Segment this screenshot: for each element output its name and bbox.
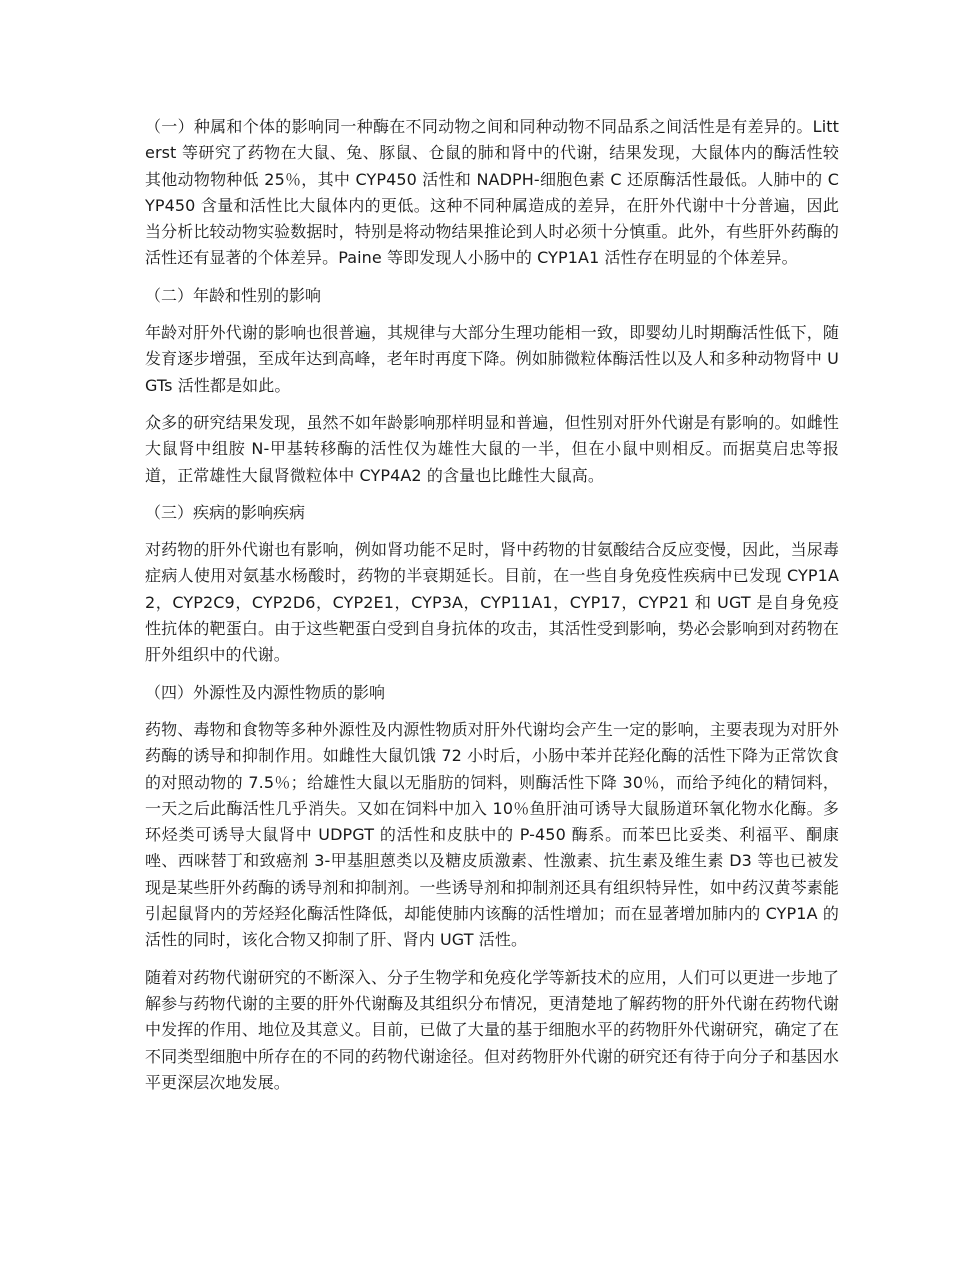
paragraph-conclusion: 随着对药物代谢研究的不断深入、分子生物学和免疫化学等新技术的应用，人们可以更进一步地了解参与药物代谢的主要的肝外代谢酶及其组织分布情况，更清楚地了解药物的肝外代谢在药物代谢中发挥的作用、地位及其意义。目前，已做了大量的基于细胞水平的药物肝外代谢研究，确定了在不同类型细胞中所存在的不同的药物代谢途径。但对药物肝外代谢的研究还有待于向分子和基因水平更深层次地发展。 xyxy=(145,967,839,1092)
heading-age-sex: （二）年龄和性别的影响 xyxy=(145,285,322,305)
paragraph-species-individual: （一）种属和个体的影响同一种酶在不同动物之间和同种动物不同品系之间活性是有差异的。Litterst 等研究了药物在大鼠、兔、豚鼠、仓鼠的肺和肾中的代谢，结果发现，大鼠体内的酶活性较其他动物物种低 25％，其中 CYP450 活性和 NADPH-细胞色素 C 还原酶活性最低。人肺中的 CYP450 含量和活性比大鼠体内的更低。这种不同种属造成的差异，在肝外代谢中十分普遍，因此当分析比较动物实验数据时，特别是将动物结果推论到人时必须十分慎重。此外，有些肝外药酶的活性还有显著的个体差异。Paine 等即发现人小肠中的 CYP1A1 活性存在明显的个体差异。 xyxy=(145,117,839,268)
paragraph-disease-effect: 对药物的肝外代谢也有影响，例如肾功能不足时，肾中药物的甘氨酸结合反应变慢，因此，当尿毒症病人使用对氨基水杨酸时，药物的半衰期延长。目前，在一些自身免疫性疾病中已发现 CYP1A2，CYP2C9，CYP2D6，CYP2E1，CYP3A，CYP11A1，CYP17，CYP21 和 UGT 是自身免疫性抗体的靶蛋白。由于这些靶蛋白受到自身抗体的攻击，其活性受到影响，势必会影响到对药物在肝外组织中的代谢。 xyxy=(145,540,839,665)
paragraph-sex-effect: 众多的研究结果发现，虽然不如年龄影响那样明显和普遍，但性别对肝外代谢是有影响的。如雌性大鼠肾中组胺 N-甲基转移酶的活性仅为雄性大鼠的一半，但在小鼠中则相反。而据莫启忠等报道，正常雄性大鼠肾微粒体中 CYP4A2 的含量也比雌性大鼠高。 xyxy=(145,412,839,485)
paragraph-age-effect: 年龄对肝外代谢的影响也很普遍，其规律与大部分生理功能相一致，即婴幼儿时期酶活性低下，随发育逐步增强，至成年达到高峰，老年时再度下降。例如肺微粒体酶活性以及人和多种动物肾中 UGTs 活性都是如此。 xyxy=(145,323,839,395)
heading-disease: （三）疾病的影响疾病 xyxy=(145,502,306,522)
paragraph-substance-effect: 药物、毒物和食物等多种外源性及内源性物质对肝外代谢均会产生一定的影响，主要表现为对肝外药酶的诱导和抑制作用。如雌性大鼠饥饿 72 小时后，小肠中苯并芘羟化酶的活性下降为正常饮食的对照动物的 7.5％；给雄性大鼠以无脂肪的饲料，则酶活性下降 30％，而给予纯化的精饲料，一天之后此酶活性几乎消失。又如在饲料中加入 10％鱼肝油可诱导大鼠肠道环氧化物水化酶。多环烃类可诱导大鼠肾中 UDPGT 的活性和皮肤中的 P-450 酶系。而苯巴比妥类、利福平、酮康唑、西咪替丁和致癌剂 3-甲基胆蒽类以及糖皮质激素、性激素、抗生素及维生素 D3 等也已被发现是某些肝外药酶的诱导剂和抑制剂。一些诱导剂和抑制剂还具有组织特异性，如中药汉黄芩素能引起鼠肾内的芳烃羟化酶活性降低，却能使肺内该酶的活性增加；而在显著增加肺内的 CYP1A 的活性的同时，该化合物又抑制了肝、肾内 UGT 活性。 xyxy=(145,719,839,950)
heading-exogenous-endogenous: （四）外源性及内源性物质的影响 xyxy=(145,682,386,702)
document-page xyxy=(145,114,839,1107)
